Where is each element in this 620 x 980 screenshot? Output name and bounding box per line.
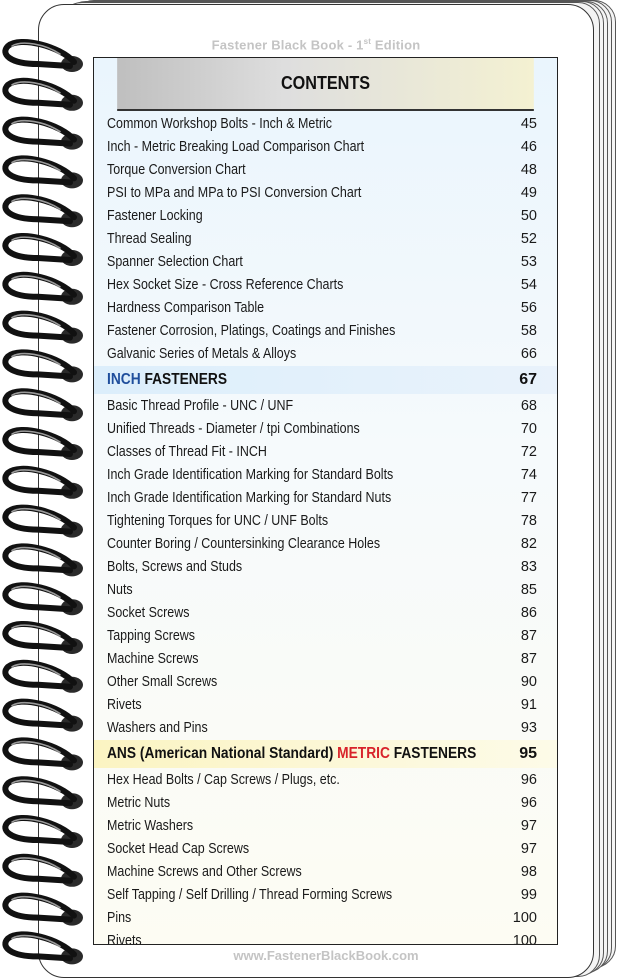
- footer-url[interactable]: www.FastenerBlackBook.com: [233, 948, 419, 963]
- toc-entry-label: Common Workshop Bolts - Inch & Metric: [107, 116, 332, 132]
- toc-entry-page: 68: [520, 398, 537, 414]
- toc-entry-label: Unified Threads - Diameter / tpi Combinations: [107, 421, 360, 437]
- toc-entry-page: 100: [512, 933, 537, 945]
- toc-entry-page: 99: [520, 887, 537, 903]
- toc-entry-page: 90: [520, 674, 537, 690]
- toc-entry-page: 72: [520, 444, 537, 460]
- spiral-coil: [5, 430, 83, 460]
- toc-entry-page: 52: [520, 231, 537, 247]
- spiral-binding: [0, 0, 95, 980]
- spiral-coil: [5, 314, 83, 344]
- toc-entry[interactable]: [94, 792, 557, 815]
- toc-entry[interactable]: [94, 182, 557, 205]
- toc-entry-label: Inch Grade Identification Marking for Standard Bolts: [107, 467, 394, 483]
- spiral-coil: [5, 857, 83, 887]
- toc-entry-label: Fastener Locking: [107, 208, 203, 224]
- toc-entry[interactable]: [94, 602, 557, 625]
- toc-entry-page: 97: [520, 818, 537, 834]
- toc-entry-label: Tapping Screws: [107, 628, 196, 644]
- toc-entry-page: 98: [520, 864, 537, 880]
- toc-entry[interactable]: [94, 694, 557, 717]
- toc-entry-label: Fastener Corrosion, Platings, Coatings and Finishes: [107, 323, 396, 339]
- section-metric-fasteners[interactable]: ANS (American National Standard) METRIC FASTENERS 95: [94, 740, 557, 768]
- spiral-coil: [5, 663, 83, 693]
- toc-entry-page: 96: [520, 795, 537, 811]
- section-inch-fasteners[interactable]: INCH FASTENERS 67: [94, 366, 557, 394]
- toc-entry-label: Rivets: [107, 933, 142, 945]
- spiral-coil: [5, 197, 83, 227]
- toc-entry[interactable]: [94, 671, 557, 694]
- toc-entry-label: Inch Grade Identification Marking for Standard Nuts: [107, 490, 392, 506]
- toc-entry-page: 87: [520, 651, 537, 667]
- toc-entry[interactable]: [94, 251, 557, 274]
- spiral-coil: [5, 585, 83, 615]
- toc-entry-label: Basic Thread Profile - UNC / UNF: [107, 398, 294, 414]
- contents-title: CONTENTS: [117, 58, 534, 111]
- toc-entry[interactable]: [94, 510, 557, 533]
- spiral-coil: [5, 508, 83, 538]
- toc-entry[interactable]: [94, 205, 557, 228]
- toc-entry-label: Nuts: [107, 582, 133, 598]
- spiral-coil: [5, 896, 83, 926]
- toc-entry[interactable]: [94, 274, 557, 297]
- toc-entry-page: 70: [520, 421, 537, 437]
- toc-entry-page: 78: [520, 513, 537, 529]
- spiral-coil: [5, 546, 83, 576]
- contents-list: [94, 111, 557, 945]
- toc-entry-page: 93: [520, 720, 537, 736]
- toc-entry[interactable]: [94, 648, 557, 671]
- spiral-coil: [5, 352, 83, 382]
- toc-entry-label: Other Small Screws: [107, 674, 218, 690]
- toc-entry[interactable]: [94, 907, 557, 930]
- general-items-list: [94, 113, 557, 366]
- toc-entry-page: 77: [520, 490, 537, 506]
- toc-entry-page: 87: [520, 628, 537, 644]
- toc-entry[interactable]: [94, 228, 557, 251]
- toc-entry-page: 83: [520, 559, 537, 575]
- toc-entry[interactable]: [94, 861, 557, 884]
- toc-entry-page: 56: [520, 300, 537, 316]
- toc-entry[interactable]: [94, 113, 557, 136]
- toc-entry-page: 48: [520, 162, 537, 178]
- toc-entry-label: Machine Screws: [107, 651, 199, 667]
- toc-entry-label: Galvanic Series of Metals & Alloys: [107, 346, 297, 362]
- toc-entry[interactable]: [94, 884, 557, 907]
- toc-entry[interactable]: [94, 930, 557, 945]
- toc-entry-label: Thread Sealing: [107, 231, 192, 247]
- spiral-coil: [5, 158, 83, 188]
- toc-entry[interactable]: [94, 418, 557, 441]
- toc-entry-page: 53: [520, 254, 537, 270]
- toc-entry-label: Machine Screws and Other Screws: [107, 864, 302, 880]
- toc-entry-label: Self Tapping / Self Drilling / Thread Forming Screws: [107, 887, 393, 903]
- toc-entry-label: Rivets: [107, 697, 142, 713]
- toc-entry-label: Hardness Comparison Table: [107, 300, 265, 316]
- toc-entry[interactable]: [94, 838, 557, 861]
- toc-entry-label: PSI to MPa and MPa to PSI Conversion Chart: [107, 185, 362, 201]
- toc-entry-page: 86: [520, 605, 537, 621]
- toc-entry-label: Washers and Pins: [107, 720, 208, 736]
- section-page-number: 95: [519, 745, 537, 762]
- toc-entry-label: Classes of Thread Fit - INCH: [107, 444, 267, 460]
- spiral-coil: [5, 236, 83, 266]
- toc-entry[interactable]: [94, 441, 557, 464]
- toc-entry-page: 74: [520, 467, 537, 483]
- inch-items-list: [94, 395, 557, 740]
- spiral-coil: [5, 275, 83, 305]
- toc-entry-page: 49: [520, 185, 537, 201]
- toc-entry[interactable]: [94, 297, 557, 320]
- toc-entry[interactable]: [94, 579, 557, 602]
- toc-entry-page: 58: [520, 323, 537, 339]
- toc-entry[interactable]: [94, 320, 557, 343]
- toc-entry-page: 50: [520, 208, 537, 224]
- toc-entry-label: Torque Conversion Chart: [107, 162, 246, 178]
- toc-entry[interactable]: [94, 556, 557, 579]
- toc-entry-label: Pins: [107, 910, 132, 926]
- toc-entry-page: 54: [520, 277, 537, 293]
- toc-entry-page: 97: [520, 841, 537, 857]
- toc-entry-page: 82: [520, 536, 537, 552]
- spiral-coil: [5, 779, 83, 809]
- toc-entry[interactable]: [94, 395, 557, 418]
- spiral-coil: [5, 740, 83, 770]
- toc-entry-label: Spanner Selection Chart: [107, 254, 243, 270]
- toc-entry-label: Socket Screws: [107, 605, 190, 621]
- inch-accent-text: INCH: [107, 371, 141, 388]
- toc-entry-page: 45: [520, 116, 537, 132]
- toc-entry[interactable]: [94, 464, 557, 487]
- spiral-coil: [5, 120, 83, 150]
- toc-entry-page: 91: [520, 697, 537, 713]
- toc-entry-label: Socket Head Cap Screws: [107, 841, 250, 857]
- spiral-coil: [5, 702, 83, 732]
- toc-entry-label: Hex Socket Size - Cross Reference Charts: [107, 277, 344, 293]
- toc-entry[interactable]: [94, 343, 557, 366]
- toc-entry[interactable]: [94, 717, 557, 740]
- toc-entry[interactable]: [94, 159, 557, 182]
- toc-entry-page: 96: [520, 772, 537, 788]
- spiral-coil: [5, 81, 83, 111]
- toc-entry-page: 85: [520, 582, 537, 598]
- toc-entry-page: 66: [520, 346, 537, 362]
- metric-items-list: [94, 769, 557, 945]
- toc-entry[interactable]: [94, 769, 557, 792]
- toc-entry[interactable]: [94, 625, 557, 648]
- toc-entry[interactable]: [94, 533, 557, 556]
- toc-entry-label: Bolts, Screws and Studs: [107, 559, 243, 575]
- spiral-coil: [5, 624, 83, 654]
- metric-accent-text: METRIC: [337, 745, 390, 762]
- toc-entry-label: Inch - Metric Breaking Load Comparison Chart: [107, 139, 365, 155]
- toc-entry-label: Hex Head Bolts / Cap Screws / Plugs, etc.: [107, 772, 340, 788]
- book-title: Fastener Black Book - 1st Edition: [211, 37, 421, 53]
- toc-entry-page: 46: [520, 139, 537, 155]
- toc-entry-label: Metric Nuts: [107, 795, 171, 811]
- toc-entry-label: Tightening Torques for UNC / UNF Bolts: [107, 513, 329, 529]
- toc-entry-label: Metric Washers: [107, 818, 194, 834]
- toc-entry[interactable]: [94, 136, 557, 159]
- toc-entry[interactable]: [94, 815, 557, 838]
- contents-panel: [93, 57, 558, 945]
- spiral-coil: [5, 818, 83, 848]
- section-page-number: 67: [519, 371, 537, 388]
- toc-entry-page: 100: [512, 910, 537, 926]
- toc-entry-label: Counter Boring / Countersinking Clearance Holes: [107, 536, 381, 552]
- spiral-coil: [5, 469, 83, 499]
- spiral-coil: [5, 391, 83, 421]
- toc-entry[interactable]: [94, 487, 557, 510]
